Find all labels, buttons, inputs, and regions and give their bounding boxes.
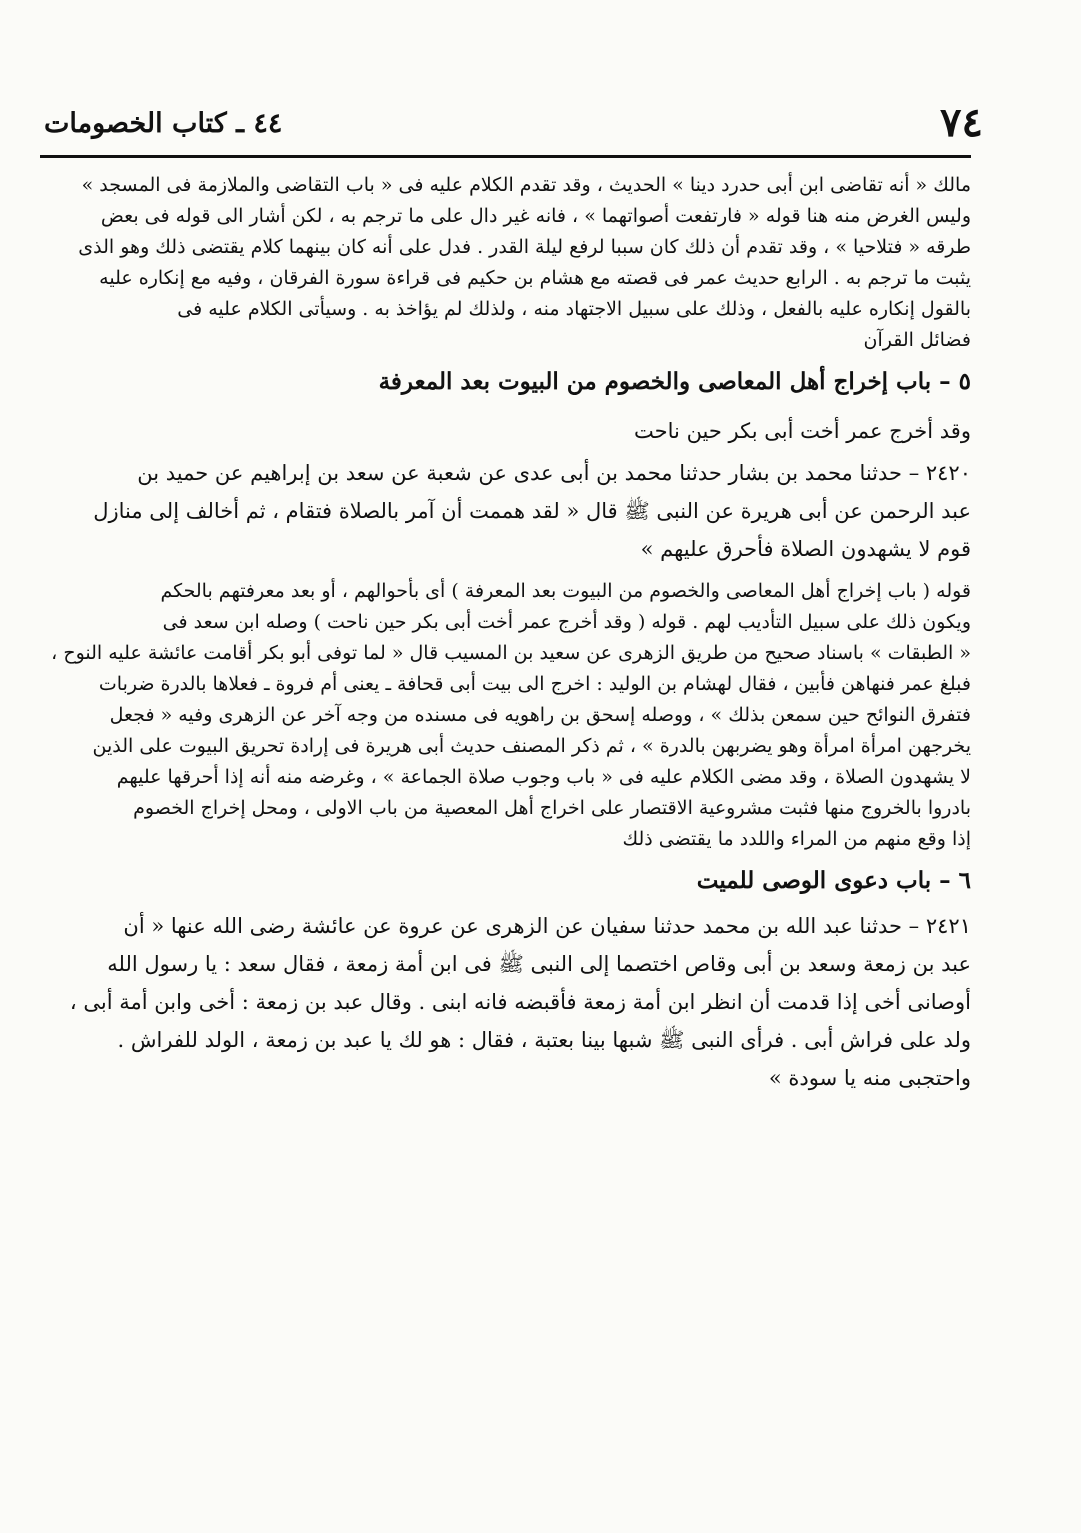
text-line: إذا وقع منهم من المراء واللدد ما يقتضى ذلك <box>622 828 971 850</box>
chapter-subheading: وقد أخرج عمر أخت أبى بكر حين ناحت <box>634 419 971 443</box>
text-line: فضائل القرآن <box>863 329 971 351</box>
hadith-block <box>40 907 971 1097</box>
text-line: وليس الغرض منه هنا قوله « فارتفعت أصواتهما » ، فانه غير دال على ما ترجم به ، لكن أشار الى قوله فى بعض <box>100 205 971 227</box>
text-line: يخرجهن امرأة امرأة وهو يضربهن بالدرة » ، ثم ذكر المصنف حديث أبى هريرة فى إرادة تحريق البيوت على الذين <box>92 735 971 757</box>
chapter-title: ٤٤ ـ كتاب الخصومات <box>44 108 283 139</box>
text-line: فبلغ عمر فنهاهن فأبين ، فقال لهشام بن الوليد : اخرج الى بيت أبى قحافة ـ يعنى أم فروة ـ فعلاها بالدرة ضربات <box>98 673 971 695</box>
text-line: بالقول إنكاره عليه بالفعل ، وذلك على سبيل الاجتهاد منه ، ولذلك لم يؤاخذ به . وسيأتى الكلام عليه فى <box>177 298 971 320</box>
header-rule <box>40 155 971 158</box>
text-line: ويكون ذلك على سبيل التأديب لهم . قوله ( وقد أخرج عمر أخت أبى بكر حين ناحت ) وصله ابن سعد فى <box>162 611 971 633</box>
text-line: مالك « أنه تقاضى ابن أبى حدرد دينا » الحديث ، وقد تقدم الكلام عليه فى « باب التقاضى والملازمة فى المسجد » <box>81 174 971 196</box>
hadith-line: عبد الرحمن عن أبى هريرة عن النبى ﷺ قال « لقد هممت أن آمر بالصلاة فتقام ، ثم أخالف إلى منازل <box>93 499 971 523</box>
commentary-block <box>40 576 971 855</box>
hadith-block <box>40 454 971 568</box>
hadith-line: قوم لا يشهدون الصلاة فأحرق عليهم » <box>640 537 971 561</box>
text-line: لا يشهدون الصلاة ، وقد مضى الكلام عليه فى « باب وجوب صلاة الجماعة » ، وغرضه منه أنه إذا أحرقها عليهم <box>116 766 971 788</box>
page-header <box>44 98 983 148</box>
commentary-block <box>40 170 971 356</box>
chapter-heading: ٦ – باب دعوى الوصى للميت <box>696 867 971 894</box>
body-text <box>40 170 971 1097</box>
hadith-line: ولد على فراش أبى . فرأى النبى ﷺ شبها بينا بعتبة ، فقال : هو لك يا عبد بن زمعة ، الولد للفراش . <box>117 1028 971 1052</box>
hadith-line: أوصانى أخى إذا قدمت أن انظر ابن أمة زمعة فأقبضه فانه ابنى . وقال عبد بن زمعة : أخى وابن أمة أبى ، <box>69 990 971 1014</box>
chapter-heading: ٥ – باب إخراج أهل المعاصى والخصوم من البيوت بعد المعرفة <box>378 368 971 395</box>
page-number: ٧٤ <box>940 99 983 146</box>
hadith-line: ٢٤٢١ – حدثنا عبد الله بن محمد حدثنا سفيان عن الزهرى عن عروة عن عائشة رضى الله عنها « أن <box>123 914 971 938</box>
text-line: قوله ( باب إخراج أهل المعاصى والخصوم من البيوت بعد المعرفة ) أى بأحوالهم ، أو بعد معرفتهم بالحكم <box>160 580 971 602</box>
hadith-line: عبد بن زمعة وسعد بن أبى وقاص اختصما إلى النبى ﷺ فى ابن أمة زمعة ، فقال سعد : يا رسول الله <box>107 952 971 976</box>
hadith-line: ٢٤٢٠ – حدثنا محمد بن بشار حدثنا محمد بن أبى عدى عن شعبة عن سعد بن إبراهيم عن حميد بن <box>137 461 971 485</box>
hadith-line: واحتجبى منه يا سودة » <box>768 1066 971 1090</box>
text-line: فتفرق النوائح حين سمعن بذلك » ، ووصله إسحق بن راهويه فى مسنده من وجه آخر عن الزهرى وفيه « فجعل <box>109 704 971 726</box>
text-line: بادروا بالخروج منها فثبت مشروعية الاقتصار على اخراج أهل المعصية من باب الاولى ، ومحل إخراج الخصوم <box>133 797 971 819</box>
text-line: طرقه « فتلاحيا » ، وقد تقدم أن ذلك كان سببا لرفع ليلة القدر . فدل على أنه كان بينهما كلام يقتضى ذلك وهو الذى <box>78 236 971 258</box>
text-line: يثبت ما ترجم به . الرابع حديث عمر فى قصته مع هشام بن حكيم فى قراءة سورة الفرقان ، وفيه مع إنكاره عليه <box>99 267 971 289</box>
text-line: « الطبقات » باسناد صحيح من طريق الزهرى عن سعيد بن المسيب قال « لما توفى أبو بكر أقامت عائشة عليه النوح ، <box>51 642 971 664</box>
